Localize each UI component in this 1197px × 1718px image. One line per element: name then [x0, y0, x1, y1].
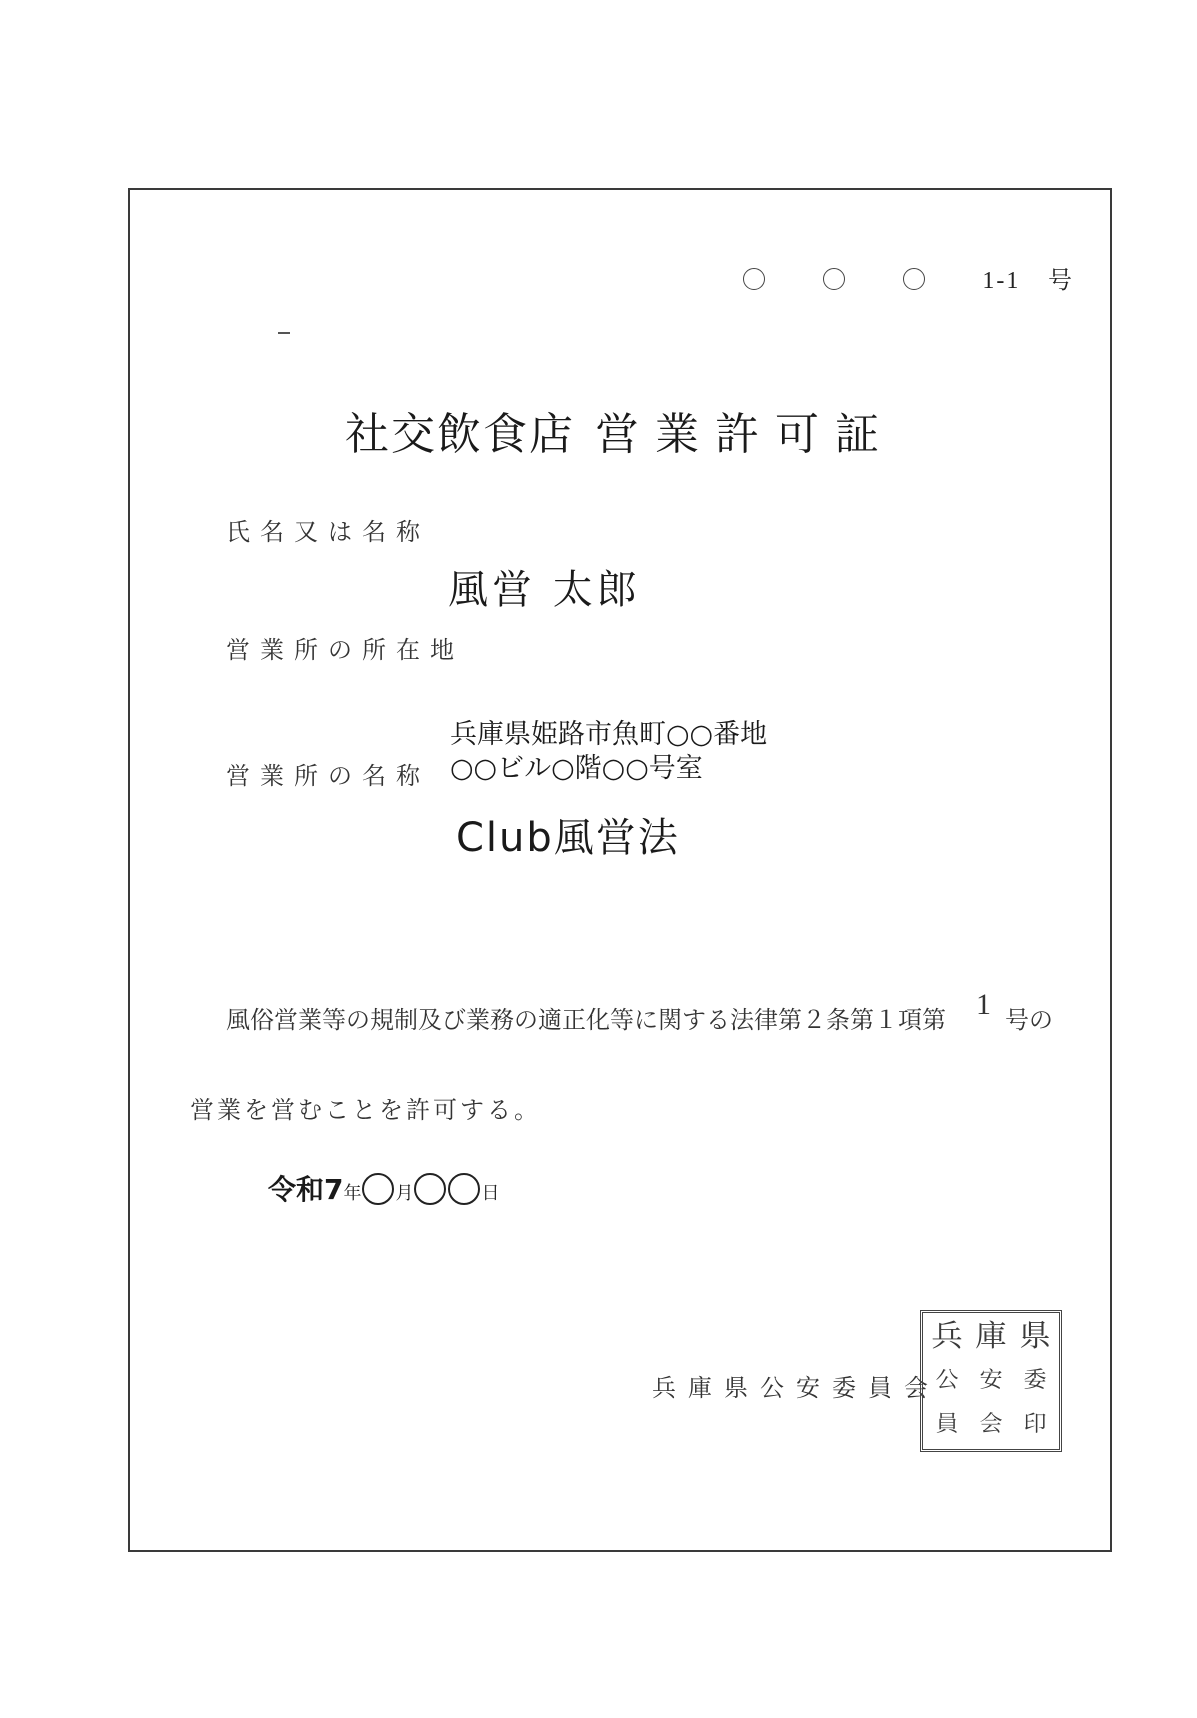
certificate-title	[130, 398, 1110, 462]
document-number-value: 1-1	[982, 268, 1021, 294]
date-month-blank	[362, 1173, 394, 1205]
number-mark-3	[903, 268, 925, 290]
seal-char: 公	[935, 1368, 959, 1393]
date-day-blank-2	[448, 1173, 480, 1205]
address-label: 営業所の所在地	[226, 636, 464, 664]
document-number-suffix: 号	[1048, 266, 1074, 294]
seal-char: 委	[1023, 1368, 1047, 1393]
date-day-suffix: 日	[481, 1183, 500, 1204]
seal-char: 安	[979, 1368, 1003, 1393]
permit-statement: 営業を営むことを許可する。	[190, 1096, 541, 1124]
seal-char: 県	[1019, 1319, 1051, 1354]
number-mark-1	[743, 268, 765, 290]
date-era-year: 令和7	[268, 1173, 344, 1206]
title-part2: 営業許可証	[595, 409, 895, 460]
address-line-1: 兵庫県姫路市魚町○○番地	[450, 719, 768, 750]
date-year-suffix: 年	[343, 1183, 362, 1204]
seal-char: 会	[979, 1412, 1003, 1437]
title-part1: 社交飲食店	[345, 409, 575, 460]
name-value: 風営 太郎	[448, 567, 641, 613]
seal-char: 員	[935, 1412, 959, 1437]
official-seal	[920, 1310, 1062, 1452]
seal-char: 印	[1023, 1412, 1047, 1437]
law-text-after: 号の	[1005, 1006, 1053, 1034]
name-label: 氏名又は名称	[226, 518, 430, 546]
document-number	[743, 260, 1074, 295]
law-text-before: 風俗営業等の規制及び業務の適正化等に関する法律第２条第１項第	[226, 1006, 946, 1034]
issuer-name: 兵庫県公安委員会	[652, 1374, 940, 1402]
margin-mark	[278, 332, 290, 334]
business-name-label: 営業所の名称	[226, 762, 430, 790]
seal-char: 兵	[931, 1319, 963, 1354]
address-line-2: ○○ビル○階○○号室	[450, 753, 703, 784]
seal-char: 庫	[975, 1319, 1007, 1354]
address-value	[450, 718, 767, 786]
law-item-number: 1	[976, 988, 991, 1021]
date-day-blank-1	[414, 1173, 446, 1205]
business-name-value: Club風営法	[456, 815, 680, 861]
certificate-frame	[128, 188, 1112, 1552]
issue-date	[268, 1168, 499, 1208]
law-statement	[226, 988, 1053, 1036]
date-month-suffix: 月	[395, 1183, 414, 1204]
number-mark-2	[823, 268, 845, 290]
